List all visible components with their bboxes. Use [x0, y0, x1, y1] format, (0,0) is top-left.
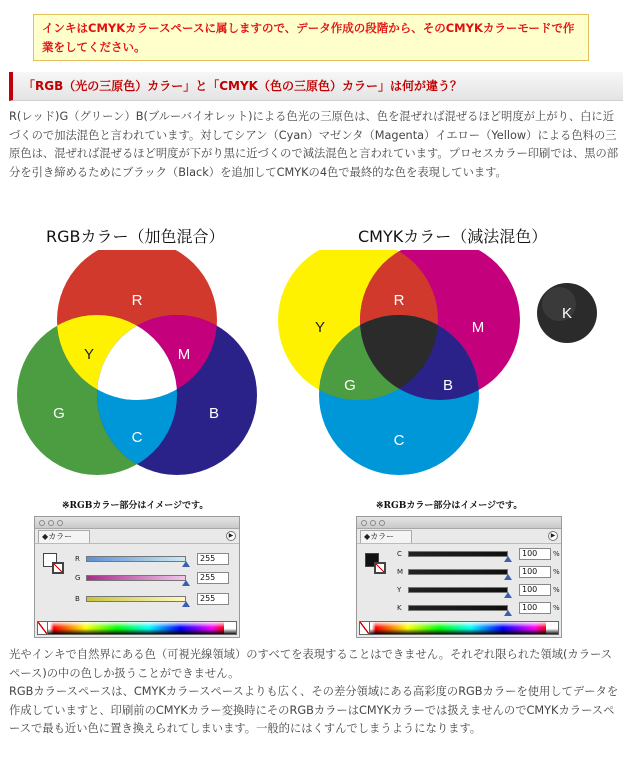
cmyk-label-g: G [344, 377, 356, 394]
slider-track-c[interactable] [408, 551, 508, 557]
rgb-label-g: G [53, 405, 65, 422]
rgb-color-panel [34, 516, 240, 638]
body-paragraph-1: 光やインキで自然界にある色（可視光線領域）のすべてを表現することはできません。それぞれ限られた領域(カラースペース)の中の色しか扱うことができません。 [9, 648, 613, 680]
slider-row-r: R 255 [75, 553, 239, 567]
close-dot-icon[interactable] [39, 520, 45, 526]
value-input-r[interactable]: 255 [197, 553, 229, 565]
slider-thumb-m[interactable] [504, 574, 512, 580]
zoom-dot-icon[interactable] [379, 520, 385, 526]
panel-tabbar [357, 529, 561, 544]
slider-track-b[interactable] [86, 596, 186, 602]
slider-track-y[interactable] [408, 587, 508, 593]
rgb-venn [17, 250, 257, 475]
panel-titlebar [35, 517, 239, 529]
slider-track-g[interactable] [86, 575, 186, 581]
slider-thumb-g[interactable] [182, 580, 190, 586]
rgb-label-r: R [131, 292, 143, 309]
panel-menu-icon[interactable]: ▶ [548, 531, 558, 541]
rgb-label-m: M [177, 346, 191, 363]
slider-row-k: K 100 % [397, 602, 561, 616]
panel-menu-icon[interactable]: ▶ [226, 531, 236, 541]
slider-row-y: Y 100 % [397, 584, 561, 598]
notice-text: インキはCMYKカラースペースに属しますので、データ作成の段階から、そのCMYKカラーモードで作業をしてください。 [42, 21, 575, 54]
black-k-circle [537, 283, 597, 343]
panel-titlebar [357, 517, 561, 529]
cmyk-label-b: B [442, 377, 454, 394]
rgb-label-b: B [208, 405, 220, 422]
slider-thumb-b[interactable] [182, 601, 190, 607]
rgb-diagram-title: RGBカラー（加色混合） [46, 227, 225, 246]
notice-box [33, 14, 589, 61]
body-paragraph-2: RGBカラースペースは、CMYKカラースペースよりも広く、その差分領域にある高彩度のRGBカラーを使用してデータを作成していますと、印刷前のCMYKカラー変換時にそのRGBカラーはCMYKカラーでは扱えませんのでCMYKカラースペースで最も近い色に置き換えられてしまいます。一般的にはくすんでしまうようになります。 [9, 685, 619, 735]
tab-color[interactable]: ◆カラー [38, 530, 90, 543]
slider-thumb-k[interactable] [504, 610, 512, 616]
zoom-dot-icon[interactable] [57, 520, 63, 526]
cmyk-label-c: C [393, 432, 405, 449]
stroke-swatch[interactable] [52, 562, 64, 574]
slider-thumb-c[interactable] [504, 556, 512, 562]
minimize-dot-icon[interactable] [48, 520, 54, 526]
slider-row-m: M 100 % [397, 566, 561, 580]
slider-thumb-r[interactable] [182, 561, 190, 567]
value-input-c[interactable]: 100 [519, 548, 551, 560]
cmyk-label-m: M [471, 319, 485, 336]
value-input-y[interactable]: 100 [519, 584, 551, 596]
tab-color[interactable]: ◆カラー [360, 530, 412, 543]
color-spectrum-bar[interactable] [359, 621, 559, 635]
cmyk-caption: ※RGBカラー部分はイメージです。 [376, 501, 523, 511]
cmyk-label-r: R [393, 292, 405, 309]
close-dot-icon[interactable] [361, 520, 367, 526]
rgb-label-y: Y [83, 346, 95, 363]
intro-paragraph: R(レッド)G（グリーン）B(ブルーバイオレット)による色光の三原色は、色を混ぜれば混ぜるほど明度が上がり、白に近づくので加法混色と言われています。対してシアン（Cyan）マゼンタ（Magenta）イエロー（Yellow）による色料の三原色は、混ぜれば混ぜるほど明度が下がり黒に近づくので減法混色と言われています。プロセスカラー印刷では、黒の部分を引き締めるためにブラック（Black）を追加してCMYKの4色で最終的な色を表現しています。 [9, 110, 619, 179]
section-heading-text: 「RGB（光の三原色）カラー」と「CMYK（色の三原色）カラー」は何が違う？ [23, 79, 462, 93]
slider-track-k[interactable] [408, 605, 508, 611]
rgb-label-c: C [131, 429, 143, 446]
rgb-caption: ※RGBカラー部分はイメージです。 [62, 501, 209, 511]
section-heading [9, 72, 623, 101]
slider-track-r[interactable] [86, 556, 186, 562]
none-color-icon[interactable] [38, 622, 48, 634]
slider-row-c: C 100 % [397, 548, 561, 562]
stroke-swatch[interactable] [374, 562, 386, 574]
cmyk-label-y: Y [314, 319, 326, 336]
slider-thumb-y[interactable] [504, 592, 512, 598]
minimize-dot-icon[interactable] [370, 520, 376, 526]
cmyk-label-k: K [561, 305, 573, 322]
body-text [9, 646, 621, 739]
color-mixing-diagrams [0, 250, 632, 490]
cmyk-color-panel [356, 516, 562, 638]
panel-tabbar [35, 529, 239, 544]
none-color-icon[interactable] [360, 622, 370, 634]
slider-track-m[interactable] [408, 569, 508, 575]
cmyk-venn [278, 250, 520, 475]
value-input-g[interactable]: 255 [197, 572, 229, 584]
cmyk-diagram-title: CMYKカラー（減法混色） [358, 227, 548, 246]
value-input-b[interactable]: 255 [197, 593, 229, 605]
slider-row-b: B 255 [75, 593, 239, 607]
value-input-m[interactable]: 100 [519, 566, 551, 578]
slider-row-g: G 255 [75, 572, 239, 586]
color-spectrum-bar[interactable] [37, 621, 237, 635]
value-input-k[interactable]: 100 [519, 602, 551, 614]
